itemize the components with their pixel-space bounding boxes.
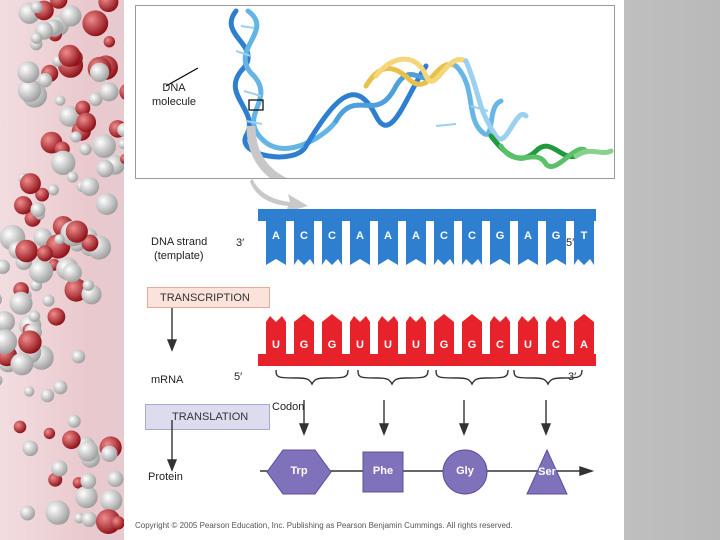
bead	[18, 330, 41, 353]
dna-base-c: C	[440, 230, 448, 242]
bead	[0, 260, 10, 274]
bead	[80, 177, 99, 196]
bead	[29, 259, 53, 283]
dna-base-tooth	[518, 219, 538, 265]
dna-strand-line1: DNA strand	[151, 236, 208, 248]
bead	[81, 512, 96, 527]
dna-base-tooth	[378, 219, 398, 265]
bead	[44, 428, 55, 439]
bead	[59, 45, 81, 67]
mrna-base-u: U	[524, 339, 532, 351]
bead	[11, 353, 34, 376]
dna-base-tooth	[294, 219, 314, 265]
dna-base-a: A	[524, 230, 532, 242]
bead	[48, 184, 59, 195]
amino-acid-trp: Trp	[290, 465, 308, 477]
mrna-base-u: U	[356, 339, 364, 351]
mrna-base-u: U	[384, 339, 392, 351]
bead	[41, 389, 55, 403]
bead	[54, 234, 64, 244]
mrna-base-g: G	[299, 339, 309, 351]
bead	[76, 113, 96, 133]
bead	[66, 221, 88, 243]
dna-five-prime: 5′	[566, 237, 575, 249]
molecule-beads-decoration	[0, 0, 140, 540]
zoom-arrow	[250, 178, 310, 212]
dna-base-tooth	[546, 219, 566, 265]
dna-base-a: A	[272, 230, 280, 242]
mrna-base-u: U	[412, 339, 420, 351]
bead	[24, 386, 34, 396]
bead	[46, 500, 70, 524]
dna-base-a: A	[356, 230, 364, 242]
mrna-base-g: G	[327, 339, 337, 351]
dna-base-c: C	[300, 230, 308, 242]
bead	[51, 151, 75, 175]
bead	[77, 441, 98, 462]
dna-base-tooth	[434, 219, 454, 265]
bead	[23, 441, 39, 457]
bead	[55, 95, 65, 105]
dna-helix-illustration	[136, 6, 614, 178]
bead	[37, 245, 53, 261]
bead	[29, 311, 40, 322]
bead	[15, 240, 38, 263]
bead	[83, 280, 94, 291]
mrna-base-c: C	[496, 339, 504, 351]
bead	[111, 516, 125, 530]
bead	[14, 421, 27, 434]
bead	[99, 82, 118, 101]
bead	[96, 193, 118, 215]
bead	[96, 160, 113, 177]
amino-acid-ser: Ser	[538, 466, 556, 478]
dna-base-g: G	[495, 230, 505, 242]
bead	[107, 471, 123, 487]
bead	[62, 431, 81, 450]
bead	[104, 36, 115, 47]
dna-base-c: C	[468, 230, 476, 242]
mrna-base-c: C	[552, 339, 560, 351]
dna-base-a: A	[412, 230, 420, 242]
protein-label: Protein	[148, 471, 183, 483]
bead	[51, 460, 67, 476]
bead	[30, 202, 45, 217]
bead	[62, 263, 81, 282]
bead	[10, 292, 33, 315]
dna-base-tooth	[266, 219, 286, 265]
codon-label: Codon	[272, 401, 305, 413]
bead	[70, 131, 81, 142]
bead	[43, 295, 55, 307]
dna-base-tooth	[462, 219, 482, 265]
dna-three-prime: 3′	[236, 237, 245, 249]
dna-molecule-line1: DNA	[162, 82, 186, 94]
dna-base-t: T	[580, 230, 588, 242]
bead	[31, 1, 43, 13]
bead	[98, 0, 118, 12]
bead	[17, 61, 39, 83]
bead	[60, 5, 81, 26]
transcription-label: TRANSCRIPTION	[147, 287, 270, 308]
mrna-base-g: G	[467, 339, 477, 351]
amino-acid-gly: Gly	[456, 465, 474, 477]
bead	[82, 10, 108, 36]
bead	[14, 196, 32, 214]
mrna-base-g: G	[439, 339, 449, 351]
mrna-label: mRNA	[151, 374, 184, 386]
bead	[0, 311, 15, 332]
bead	[101, 446, 117, 462]
bead	[79, 143, 91, 155]
mrna-base-u: U	[272, 339, 280, 351]
bead	[0, 374, 3, 386]
bead	[20, 173, 41, 194]
bead	[92, 134, 116, 158]
dna-base-tooth	[406, 219, 426, 265]
bead	[38, 73, 52, 87]
bead	[20, 506, 35, 521]
mrna-three-prime: 3′	[568, 371, 577, 383]
bead	[80, 473, 96, 489]
bead	[31, 32, 43, 44]
dna-base-a: A	[384, 230, 392, 242]
dna-molecule-line2: molecule	[151, 96, 197, 108]
bead	[0, 292, 2, 307]
dna-base-tooth	[322, 219, 342, 265]
bead	[53, 380, 67, 394]
amino-acid-phe: Phe	[372, 465, 394, 477]
translation-label: TRANSLATION	[145, 404, 270, 430]
bead	[100, 490, 122, 512]
copyright-notice: Copyright © 2005 Pearson Education, Inc. Publishing as Pearson Benjamin Cummings. All rights reserved.	[135, 521, 513, 530]
bead	[48, 308, 66, 326]
bead	[67, 171, 78, 182]
dna-molecule-frame	[135, 5, 615, 179]
bead	[75, 486, 98, 509]
dna-strand-label	[151, 235, 207, 263]
dna-base-tooth	[574, 219, 594, 265]
mrna-base-a: A	[580, 339, 588, 351]
dna-base-c: C	[328, 230, 336, 242]
bead	[72, 350, 86, 364]
dna-base-g: G	[551, 230, 561, 242]
bead	[68, 415, 81, 428]
dna-base-tooth	[350, 219, 370, 265]
dna-strand-line2: (template)	[151, 250, 204, 262]
dna-base-tooth	[490, 219, 510, 265]
dna-molecule-label	[145, 81, 203, 109]
mrna-five-prime: 5′	[234, 371, 243, 383]
bead	[90, 63, 109, 82]
